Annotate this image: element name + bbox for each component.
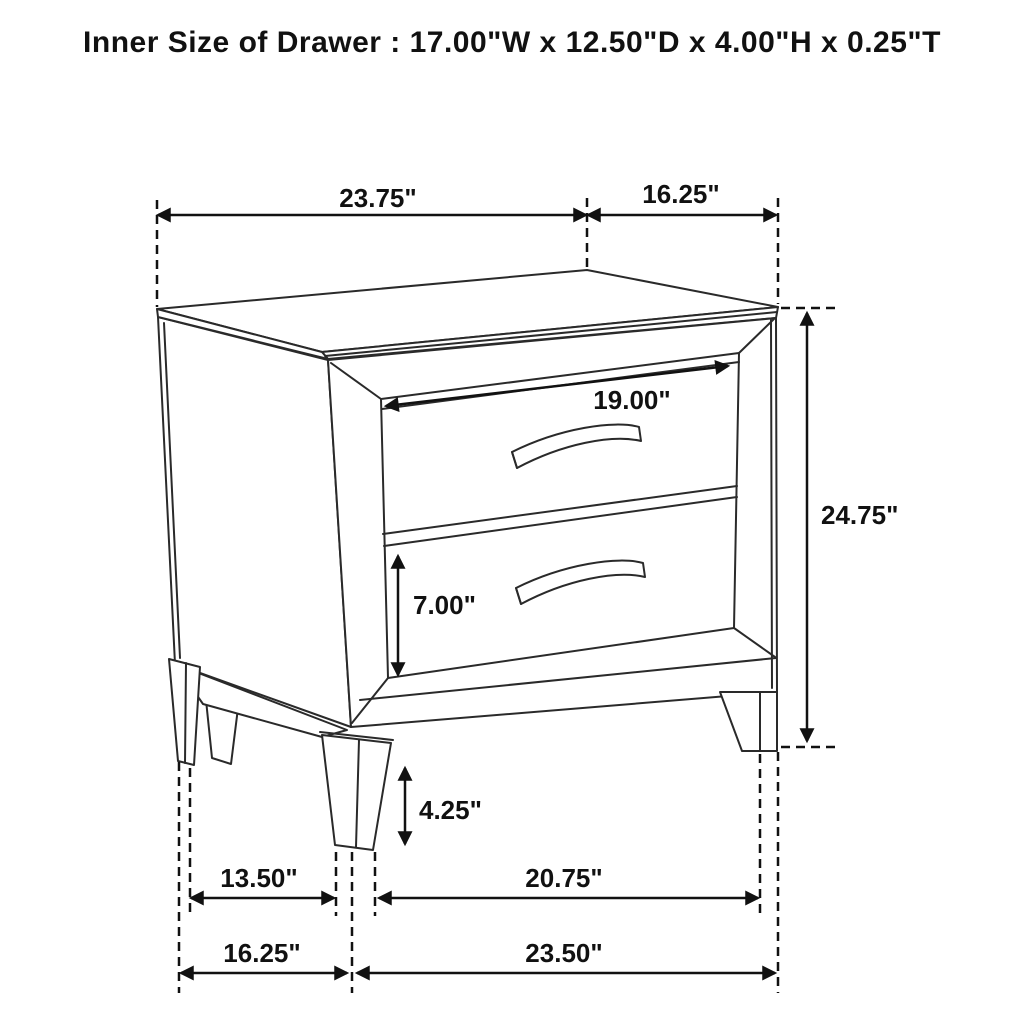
dim-base-width-label: 23.50" (525, 938, 603, 968)
dim-base-width (357, 938, 775, 973)
nightstand-drawing (157, 270, 778, 850)
dim-top-width-label: 23.75" (339, 183, 417, 213)
front-right-leg (720, 692, 777, 751)
dim-base-depth (181, 938, 347, 973)
back-left-leg (169, 659, 200, 765)
page-title: Inner Size of Drawer : 17.00"W x 12.50"D x 4.00"H x 0.25"T (83, 26, 941, 59)
dim-leg-height-label: 4.25" (419, 795, 482, 825)
dim-base-inner-depth-label: 13.50" (220, 863, 298, 893)
front-left-leg (320, 732, 393, 850)
dim-overall-height-label: 24.75" (821, 500, 899, 530)
dim-drawer-height-label: 7.00" (413, 590, 476, 620)
dim-base-inner-width (379, 863, 758, 898)
front-face (328, 318, 777, 727)
dim-drawer-width-label: 19.00" (593, 385, 671, 415)
dim-top-depth-label: 16.25" (642, 179, 720, 209)
dim-base-depth-label: 16.25" (223, 938, 301, 968)
dim-overall-height (781, 308, 898, 747)
dim-base-inner-width-label: 20.75" (525, 863, 603, 893)
dim-leg-height (405, 768, 482, 844)
dim-base-inner-depth (191, 863, 334, 898)
